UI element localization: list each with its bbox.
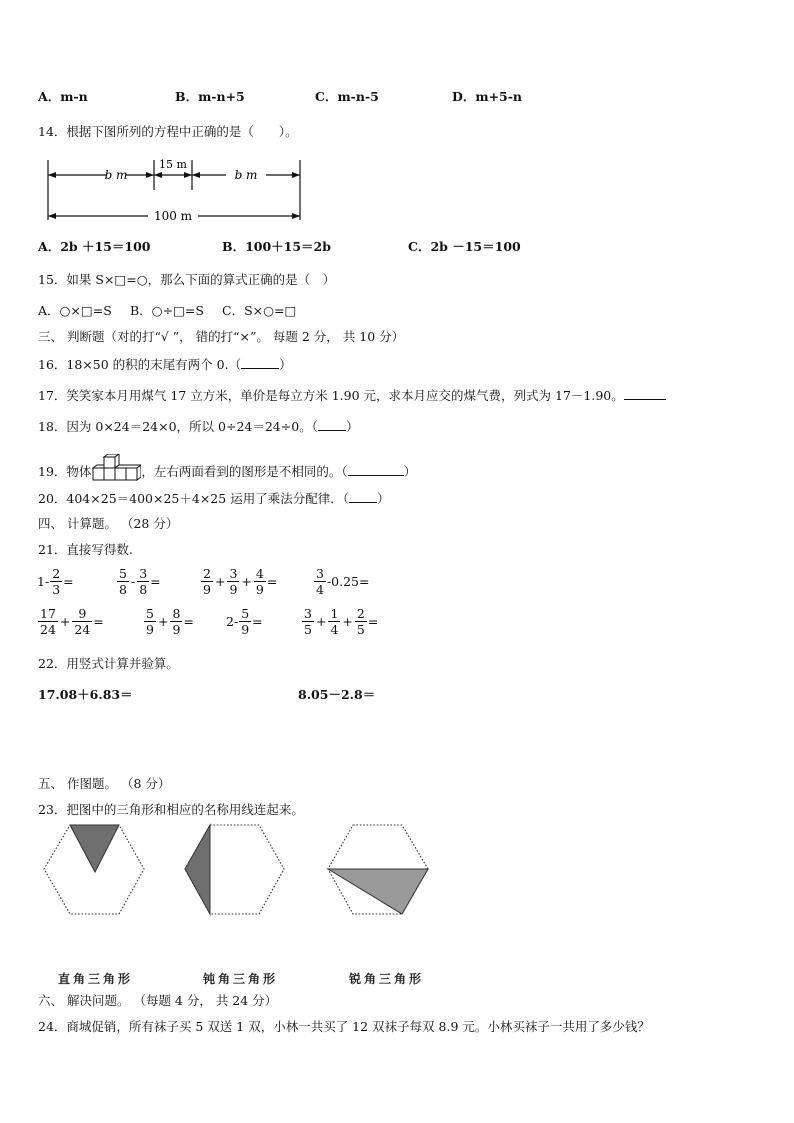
operator: +	[241, 574, 252, 589]
right-triangle-shape	[70, 825, 119, 872]
q21-stem: 21．直接写得数.	[38, 542, 133, 557]
denominator: 24	[40, 622, 56, 637]
denominator: 9	[241, 622, 250, 637]
q15-stem: 15．如果 S×□=○，那么下面的算式正确的是（ ）	[38, 272, 336, 287]
equals: =	[63, 574, 74, 589]
q15-option-a: A．○×□=S	[38, 303, 112, 318]
q14-total-label: 100 m	[153, 209, 193, 223]
fraction	[50, 566, 62, 597]
numerator: 3	[316, 566, 324, 581]
numerator: 1	[330, 606, 339, 621]
q17-text: 17．笑笑家本月用煤气 17 立方米，单价是每立方米 1.90 元，求本月应交的煤气费，列式为 17－1.90。	[38, 388, 624, 403]
numerator: 17	[40, 606, 56, 621]
q14-option-a: A．2b ＋15＝100	[38, 239, 151, 254]
fraction	[227, 566, 239, 597]
q21-expr-8	[301, 606, 378, 637]
q21-expr-3	[200, 566, 277, 597]
q22-stem: 22．用竖式计算并验算。	[38, 656, 179, 671]
q14-option-b: B．100＋15＝2b	[222, 239, 331, 254]
numerator: 5	[146, 606, 154, 621]
fraction	[355, 606, 367, 637]
numerator: 8	[172, 606, 181, 621]
equals: =	[93, 614, 104, 629]
q13-option-a: A．m-n	[38, 89, 88, 104]
denominator: 24	[74, 622, 91, 637]
operator: +	[59, 614, 71, 629]
q21-expr-5	[37, 606, 104, 637]
q14-left-label: b m	[104, 168, 128, 182]
denominator: 9	[255, 582, 264, 597]
numerator: 2	[52, 566, 61, 581]
numerator: 3	[229, 566, 238, 581]
q15-option-c: C．S×○=□	[222, 303, 297, 318]
q18-end: ）	[345, 419, 359, 434]
q16	[38, 356, 292, 373]
denominator: 8	[119, 582, 127, 597]
fraction	[302, 606, 314, 637]
denominator: 5	[304, 622, 312, 637]
label-obtuse-triangle[interactable]: 钝角三角形	[203, 972, 279, 986]
numerator: 5	[119, 566, 127, 581]
numerator: 9	[72, 606, 92, 622]
q15-option-b: B．○÷□=S	[130, 303, 204, 318]
hexagon-figures	[40, 822, 440, 922]
q16-text: 16．18×50 的积的末尾有两个 0.（	[38, 357, 242, 372]
q22-expr-a: 17.08＋6.83＝	[38, 687, 133, 702]
equals: =	[252, 614, 263, 629]
section3-heading: 三、 判断题（对的打“√ ”， 错的打“×”。 每题 2 分， 共 10 分）	[38, 329, 405, 344]
fraction	[201, 566, 213, 597]
denominator: 8	[139, 582, 148, 597]
q14-stem: 14．根据下图所列的方程中正确的是（ ）。	[38, 124, 298, 139]
q13-option-d: D．m+5-n	[452, 89, 523, 104]
fraction	[254, 566, 266, 597]
denominator: 9	[172, 622, 181, 637]
fraction	[117, 566, 129, 597]
section5-heading: 五、 作图题。 （8 分）	[38, 776, 171, 791]
fraction	[144, 606, 156, 637]
fraction	[170, 606, 182, 637]
q14-middle-label: 15 m	[159, 158, 187, 171]
q13-option-c: C．m-n-5	[315, 89, 379, 104]
q18-text: 18．因为 0×24＝24×0，所以 0÷24＝24÷0。（	[38, 419, 318, 434]
operator: +	[315, 614, 327, 629]
denominator: 9	[146, 622, 154, 637]
q14-segment-diagram	[44, 156, 306, 226]
q14-option-c: C．2b －15＝100	[408, 239, 521, 254]
q19	[38, 454, 416, 484]
q18-answer-blank[interactable]	[318, 418, 346, 431]
q21-expr-7	[226, 606, 263, 637]
section6-heading: 六、 解决问题。 （每题 4 分， 共 24 分）	[38, 993, 278, 1008]
numerator: 4	[255, 566, 264, 581]
operator: -	[130, 574, 136, 589]
operator: +	[214, 574, 226, 589]
q24-text: 24．商城促销，所有袜子买 5 双送 1 双，小林一共买了 12 双袜子每双 8.9 元。小林买袜子一共用了多少钱？	[38, 1019, 650, 1034]
section4-heading: 四、 计算题。 （28 分）	[38, 516, 179, 531]
q19-answer-blank[interactable]	[348, 463, 404, 476]
q17	[38, 387, 666, 404]
denominator: 4	[316, 582, 324, 597]
q21-e1-prefix: 1-	[37, 574, 50, 589]
q19-pre: 19．物体	[38, 464, 92, 479]
q21-expr-4	[313, 566, 369, 597]
q16-answer-blank[interactable]	[241, 356, 279, 369]
fraction	[72, 606, 92, 637]
fraction	[38, 606, 58, 637]
q16-end: ）	[279, 357, 292, 372]
q19-post: ，左右两面看到的图形是不相同的。（	[141, 464, 348, 479]
q21-e7-prefix: 2-	[226, 614, 239, 629]
fraction	[239, 606, 251, 637]
q21-expr-2	[116, 566, 161, 597]
equals: =	[367, 614, 379, 629]
q22-expr-b: 8.05－2.8＝	[298, 687, 376, 702]
q20	[38, 490, 389, 507]
numerator: 3	[304, 606, 312, 621]
equals: =	[183, 614, 194, 629]
q23-stem: 23．把图中的三角形和相应的名称用线连起来。	[38, 802, 304, 817]
numerator: 5	[241, 606, 250, 621]
numerator: 2	[203, 566, 211, 581]
q19-end: ）	[403, 464, 417, 479]
equals: =	[266, 574, 278, 589]
fraction	[328, 606, 340, 637]
denominator: 4	[330, 622, 339, 637]
q21-e4-tail: -0.25=	[326, 574, 370, 589]
q13-option-b: B．m-n+5	[175, 89, 245, 104]
equals: =	[150, 574, 161, 589]
q17-answer-blank[interactable]	[624, 387, 666, 400]
q21-expr-6	[143, 606, 194, 637]
denominator: 3	[52, 582, 61, 597]
denominator: 9	[203, 582, 211, 597]
acute-triangle-shape	[328, 869, 428, 914]
denominator: 9	[229, 582, 238, 597]
operator: +	[157, 614, 169, 629]
q20-end: ）	[376, 491, 390, 506]
q21-expr-1	[37, 566, 74, 597]
label-acute-triangle[interactable]: 锐角三角形	[349, 972, 425, 986]
q20-text: 20．404×25＝400×25＋4×25 运用了乘法分配律．（	[38, 491, 349, 506]
fraction	[314, 566, 326, 597]
numerator: 3	[139, 566, 148, 581]
q20-answer-blank[interactable]	[349, 490, 377, 503]
operator: +	[342, 614, 353, 629]
cube-stack-image	[91, 454, 141, 484]
obtuse-triangle-shape	[185, 825, 210, 914]
fraction	[137, 566, 149, 597]
numerator: 2	[356, 606, 365, 621]
q14-right-label: b m	[234, 168, 258, 182]
denominator: 5	[356, 622, 365, 637]
label-right-triangle[interactable]: 直角三角形	[58, 972, 134, 986]
q18	[38, 418, 358, 435]
